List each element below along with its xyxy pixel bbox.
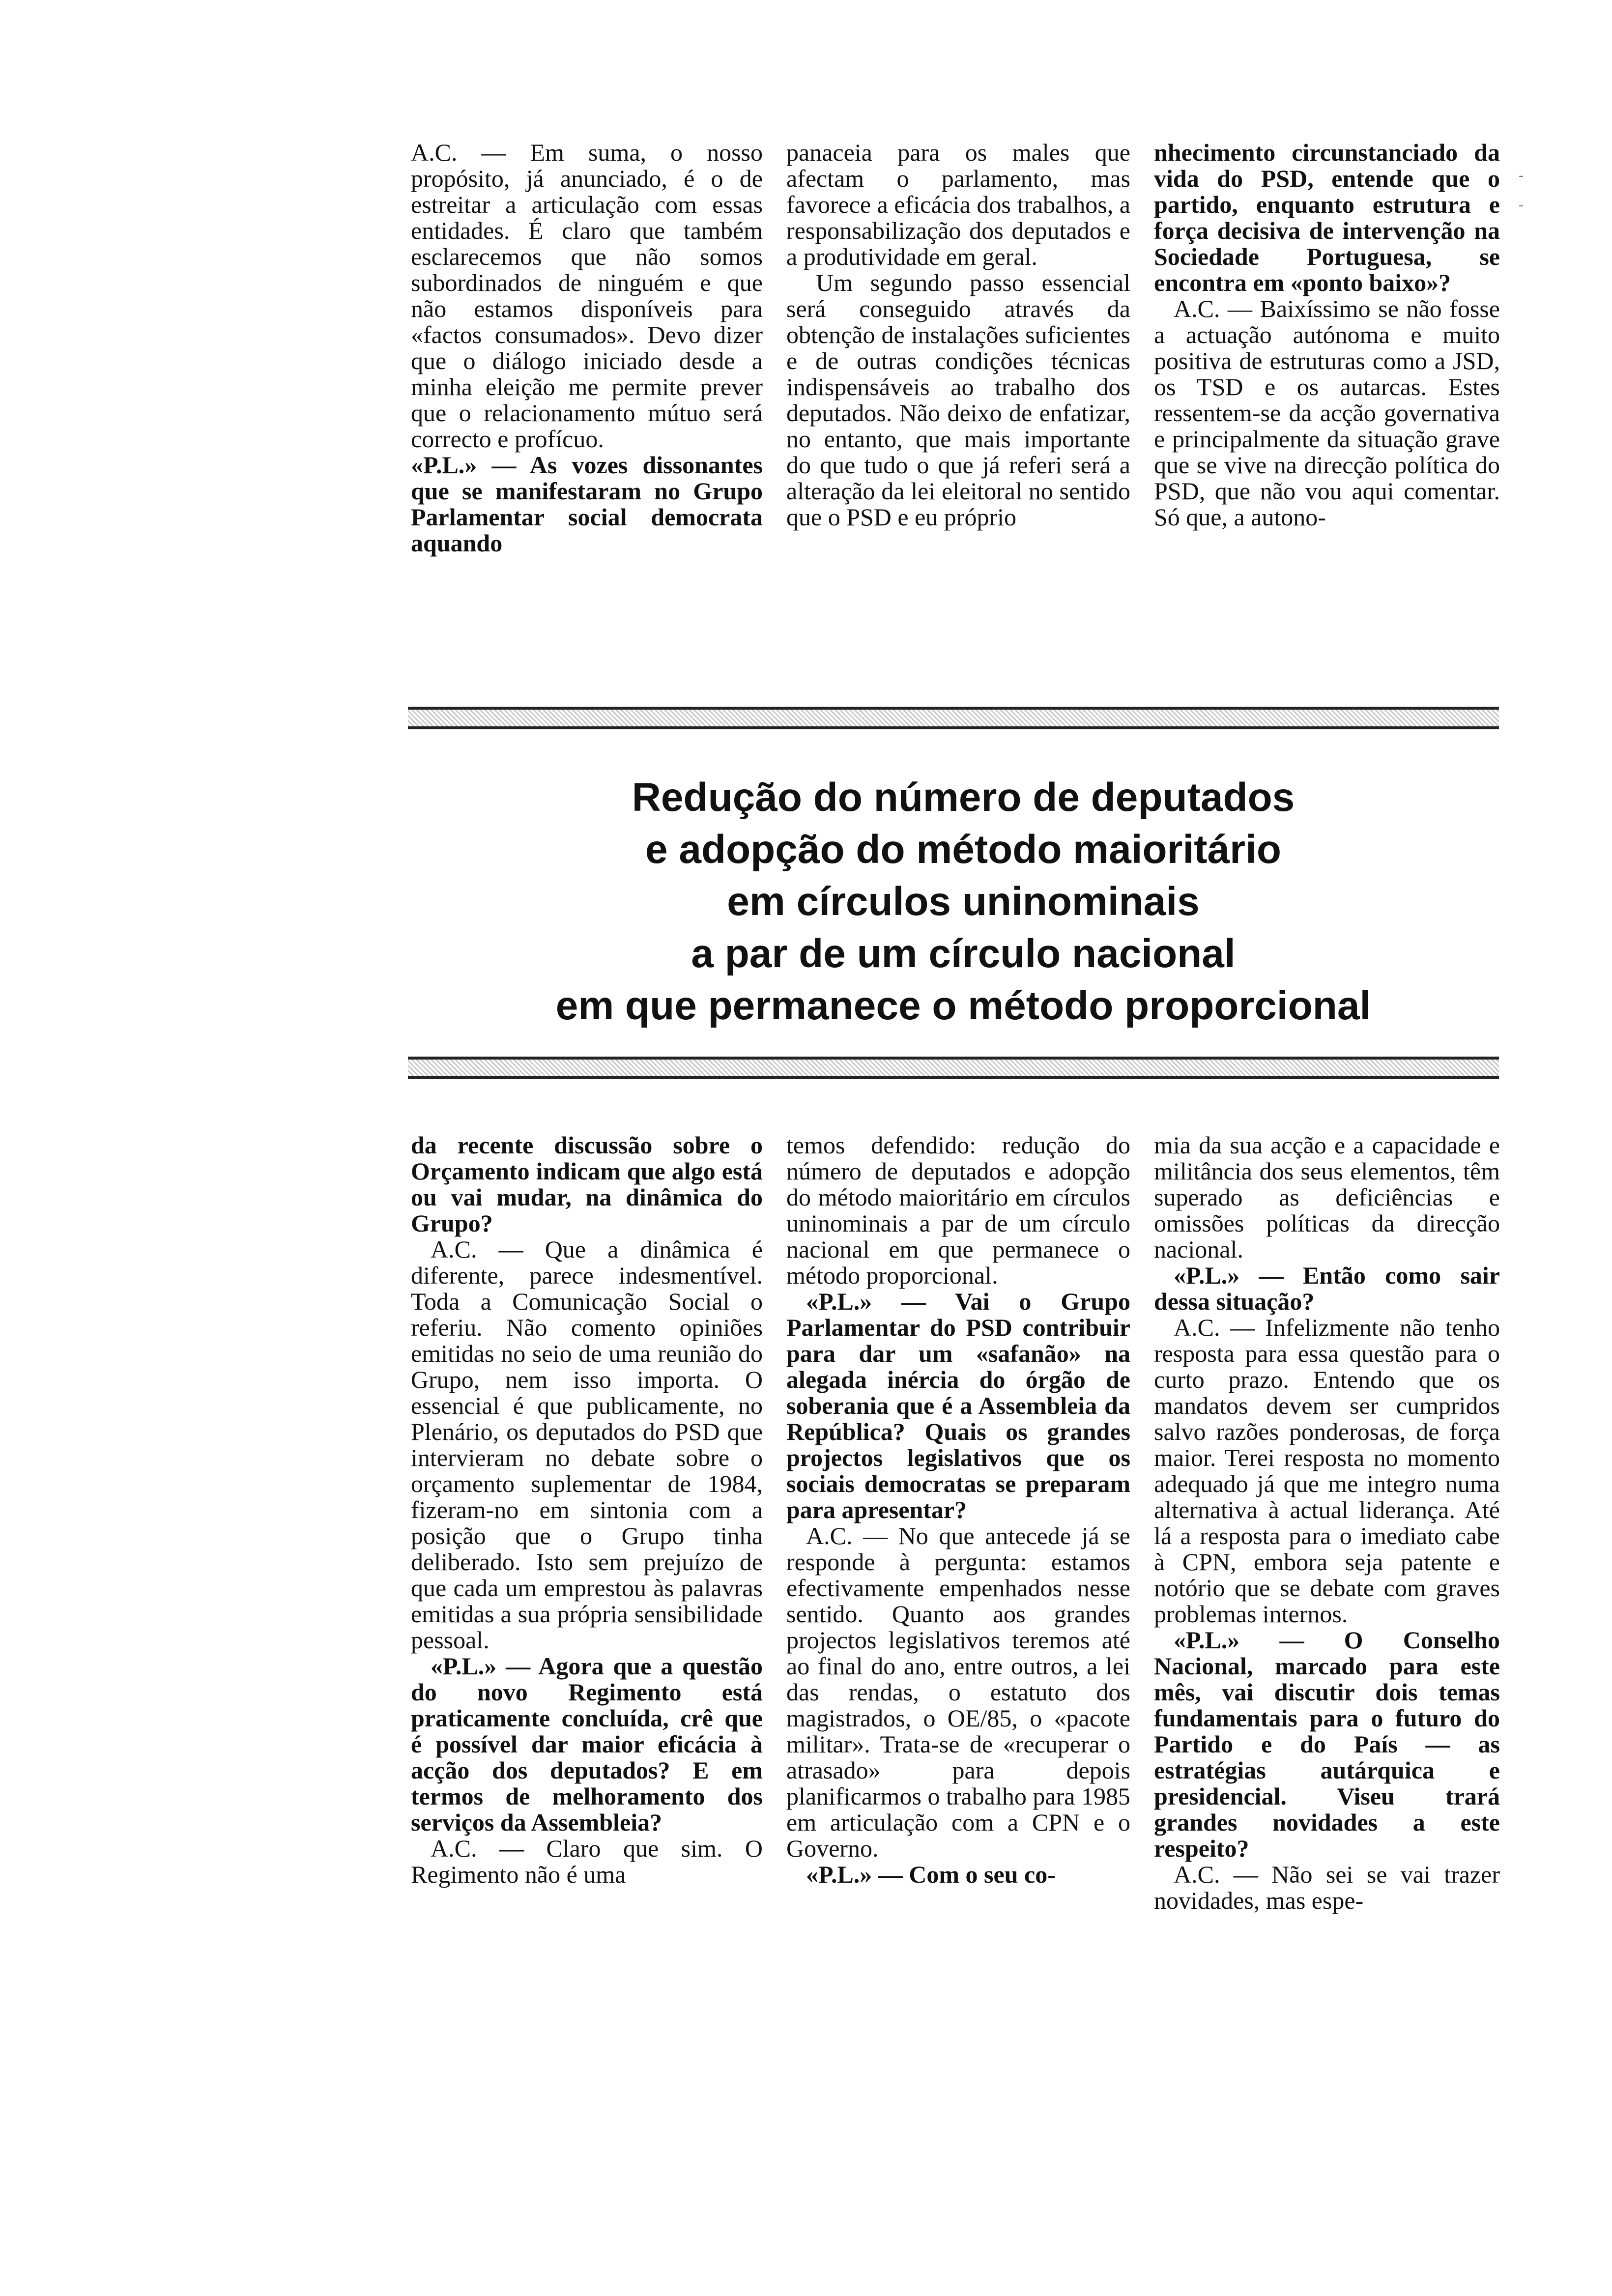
paragraph: A.C. — Não sei se vai trazer novidades, mas espe- xyxy=(1154,1861,1500,1914)
scan-speck: - xyxy=(1519,197,1524,213)
column-bottom-2 xyxy=(786,1132,1130,1888)
question-paragraph: da recente discussão sobre o Orçamento indicam que algo está ou vai mudar, na dinâmica do Grupo? xyxy=(411,1131,763,1237)
hatched-divider-top xyxy=(408,707,1499,729)
question-paragraph: «P.L.» — As vozes dissonantes que se manifestaram no Grupo Parlamentar social democrata aquando xyxy=(411,451,763,557)
paragraph: panaceia para os males que afectam o parlamento, mas favorece a eficácia dos trabalhos, a responsabilização dos deputados e a produtividade em geral. xyxy=(786,139,1130,270)
headline-line-1: Redução do número de deputados xyxy=(632,775,1295,820)
question-paragraph: «P.L.» — Então como sair dessa situação? xyxy=(1154,1262,1500,1315)
column-bottom-3 xyxy=(1154,1132,1500,1914)
column-bottom-1 xyxy=(411,1132,763,1888)
scan-speck: - xyxy=(1519,167,1524,183)
column-top-2 xyxy=(786,140,1130,530)
hatched-divider-bottom xyxy=(408,1057,1499,1079)
paragraph: A.C. — No que antecede já se responde à pergunta: estamos efectivamente empenhados nesse sentido. Quanto aos grandes projectos legislativos teremos até ao final do ano, entre outros, a lei das rendas, o estatuto dos magistrados, o OE/85, o «pacote militar». Trata-se de «recuperar o atrasado» para depois planificarmos o trabalho para 1985 em articulação com a CPN e o Governo. xyxy=(786,1522,1130,1862)
question-paragraph: nhecimento circunstanciado da vida do PSD, entende que o partido, enquanto estrutura e força decisiva de intervenção na Sociedade Portuguesa, se encontra em «ponto baixo»? xyxy=(1154,139,1500,296)
headline-line-2: e adopção do método maioritário xyxy=(645,827,1281,872)
question-paragraph: «P.L.» — Com o seu co- xyxy=(806,1861,1056,1888)
paragraph: A.C. — Que a dinâmica é diferente, parece indesmentível. Toda a Comunicação Social o referiu. Não comento opiniões emitidas no seio de uma reunião do Grupo, nem isso importa. O essencial é que publicamente, no Plenário, os deputados do PSD que intervieram no debate sobre o orçamento suplementar de 1984, fizeram-no em sintonia com a posição que o Grupo tinha deliberado. Isto sem prejuízo de que cada um emprestou às palavras emitidas a sua própria sensibilidade pessoal. xyxy=(411,1235,763,1654)
question-paragraph: «P.L.» — O Conselho Nacional, marcado para este mês, vai discutir dois temas fundamentais para o futuro do Partido e do País — as estratégias autárquica e presidencial. Viseu trará grandes novidades a este respeito? xyxy=(1154,1626,1500,1862)
column-top-3 xyxy=(1154,140,1500,530)
paragraph: temos defendido: redução do número de deputados e adopção do método maioritário em círculos uninominais a par de um círculo nacional em que permanece o método proporcional. xyxy=(786,1131,1130,1289)
headline-line-5: em que permanece o método proporcional xyxy=(555,983,1371,1028)
paragraph: mia da sua acção e a capacidade e militância dos seus elementos, têm superado as deficiências e omissões políticas da direcção nacional. xyxy=(1154,1131,1500,1263)
headline-line-3: em círculos uninominais xyxy=(727,879,1200,924)
paragraph: A.C. — Claro que sim. O Regimento não é uma xyxy=(411,1835,763,1888)
paragraph: A.C. — Infelizmente não tenho resposta para essa questão para o curto prazo. Entendo que os mandatos devem ser cumpridos salvo razões ponderosas, de força maior. Terei resposta no momento adequado já que me integro numa alternativa à actual liderança. Até lá a resposta para o imediato cabe à CPN, embora seja patente e notório que se debate com graves problemas internos. xyxy=(1154,1314,1500,1628)
column-top-1 xyxy=(411,140,763,556)
paragraph: A.C. — Baixíssimo se não fosse a actuação autónoma e muito positiva de estruturas como a JSD, os TSD e os autarcas. Estes ressentem-se da acção governativa e principalmente da situação grave que se vive na direcção política do PSD, que não vou aqui comentar. Só que, a autono- xyxy=(1154,295,1500,531)
article-headline xyxy=(442,772,1484,1032)
question-paragraph: «P.L.» — Agora que a questão do novo Regimento está praticamente concluída, crê que é possível dar maior eficácia à acção dos deputados? E em termos de melhoramento dos serviços da Assembleia? xyxy=(411,1652,763,1836)
question-paragraph: «P.L.» — Vai o Grupo Parlamentar do PSD contribuir para dar um «safanão» na alegada inércia do órgão de soberania que é a Assembleia da República? Quais os grandes projectos legislativos que os sociais democratas se preparam para apresentar? xyxy=(786,1288,1130,1523)
paragraph: Um segundo passo essencial será conseguido através da obtenção de instalações suficientes e de outras condições técnicas indispensáveis ao trabalho dos deputados. Não deixo de enfatizar, no entanto, que mais importante do que tudo o que já referi será a alteração da lei eleitoral no sentido que o PSD e eu próprio xyxy=(786,269,1130,531)
headline-line-4: a par de um círculo nacional xyxy=(691,931,1236,976)
paragraph: A.C. — Em suma, o nosso propósito, já anunciado, é o de estreitar a articulação com essas entidades. É claro que também esclarecemos que não somos subordinados de ninguém e que não estamos disponíveis para «factos consumados». Devo dizer que o diálogo iniciado desde a minha eleição me permite prever que o relacionamento mútuo será correcto e profícuo. xyxy=(411,139,763,453)
